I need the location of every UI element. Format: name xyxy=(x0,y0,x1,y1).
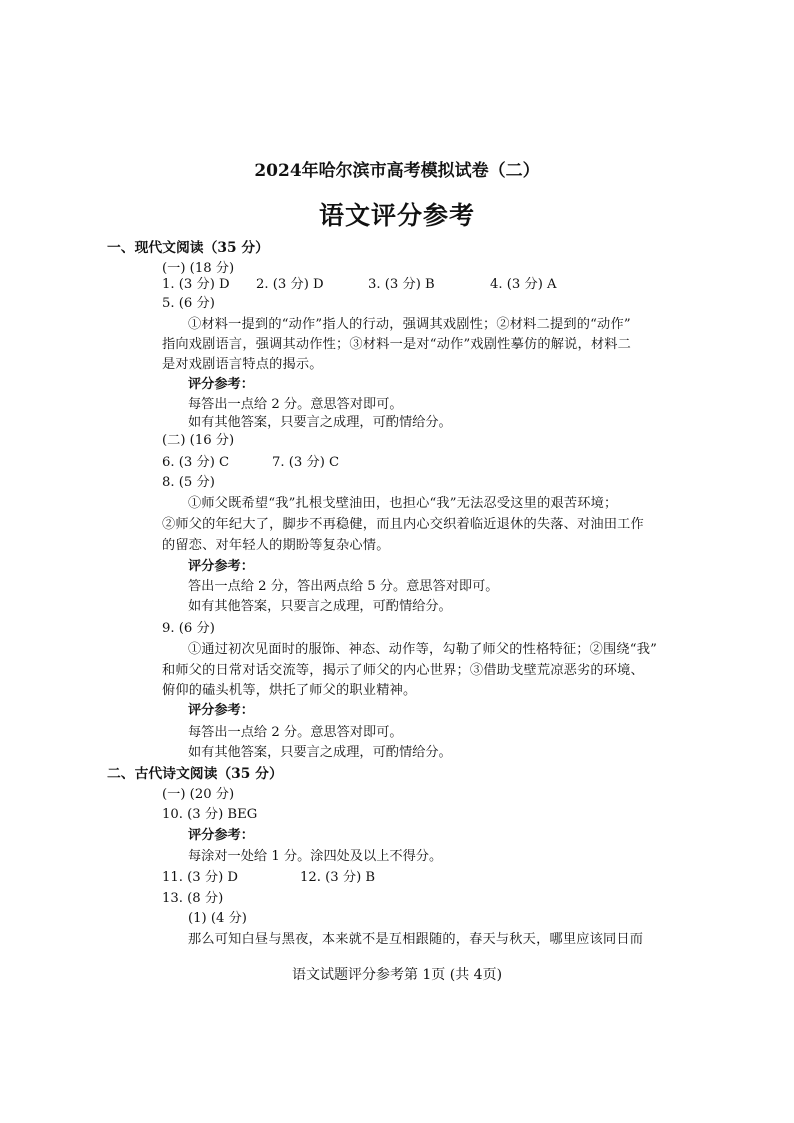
answer-q6: 6. (3 分) C xyxy=(162,455,230,470)
answer-q7: 7. (3 分) C xyxy=(272,455,340,470)
section-heading-classical-reading: 二、古代诗文阅读（35 分） xyxy=(107,766,283,782)
scoring-rule: 如有其他答案，只要言之成理，可酌情给分。 xyxy=(188,599,452,614)
question-9-heading: 9. (6 分) xyxy=(162,621,215,636)
answer-q8-line: ②师父的年纪大了，脚步不再稳健，而且内心交织着临近退休的失落、对油田工作 xyxy=(162,517,644,532)
answer-row xyxy=(162,454,339,472)
scoring-rule: 如有其他答案，只要言之成理，可酌情给分。 xyxy=(188,415,452,430)
answer-q11: 11. (3 分) D xyxy=(162,870,238,885)
subsection-heading: (一) (18 分) xyxy=(162,261,235,276)
exam-title: 2024年哈尔滨市高考模拟试卷（二） xyxy=(254,161,540,181)
scoring-rule: 答出一点给 2 分，答出两点给 5 分。意思答对即可。 xyxy=(188,579,499,594)
answer-q9-line: 和师父的日常对话交流等，揭示了师父的内心世界；③借助戈壁荒凉恶劣的环境、 xyxy=(162,663,644,678)
scoring-rule: 每涂对一处给 1 分。涂四处及以上不得分。 xyxy=(188,849,443,864)
answer-q5-line: ①材料一提到的“动作”指人的行动，强调其戏剧性；②材料二提到的“动作” xyxy=(188,317,631,332)
scoring-rule: 每答出一点给 2 分。意思答对即可。 xyxy=(188,397,403,412)
answer-q9-line: ①通过初次见面时的服饰、神态、动作等，勾勒了师父的性格特征；②围绕“我” xyxy=(188,642,658,657)
answer-q1: 1. (3 分) D xyxy=(162,277,230,292)
answer-q10: 10. (3 分) BEG xyxy=(162,807,258,822)
answer-q5-line: 指向戏剧语言，强调其动作性；③材料一是对“动作”戏剧性摹仿的解说，材料二 xyxy=(162,337,632,352)
question-5-heading: 5. (6 分) xyxy=(162,296,215,311)
scoring-reference-label: 评分参考： xyxy=(188,828,254,843)
question-8-heading: 8. (5 分) xyxy=(162,475,215,490)
subsection-heading: (二) (16 分) xyxy=(162,433,235,448)
scoring-reference-label: 评分参考： xyxy=(188,559,254,574)
answer-q3: 3. (3 分) B xyxy=(368,277,435,292)
answer-q8-line: ①师父既希望“我”扎根戈壁油田，也担心“我”无法忍受这里的艰苦环境； xyxy=(188,496,618,511)
question-13-part-1: (1) (4 分) xyxy=(188,911,247,926)
answer-q2: 2. (3 分) D xyxy=(256,277,324,292)
answer-q12: 12. (3 分) B xyxy=(300,870,376,885)
scoring-rule: 每答出一点给 2 分。意思答对即可。 xyxy=(188,725,403,740)
answer-row xyxy=(162,869,375,887)
answer-q9-line: 俯仰的磕头机等，烘托了师父的职业精神。 xyxy=(162,683,417,698)
scoring-reference-label: 评分参考： xyxy=(188,377,254,392)
subsection-heading: (一) (20 分) xyxy=(162,787,235,802)
page-footer: 语文试题评分参考第 1页 (共 4页) xyxy=(291,967,503,983)
scoring-rule: 如有其他答案，只要言之成理，可酌情给分。 xyxy=(188,745,452,760)
answer-q13-line: 那么可知白昼与黑夜，本来就不是互相跟随的，春天与秋天，哪里应该同日而 xyxy=(188,932,644,947)
answer-q4: 4. (3 分) A xyxy=(490,277,557,292)
question-13-heading: 13. (8 分) xyxy=(162,891,224,906)
page-title: 语文评分参考 xyxy=(318,201,475,230)
scoring-reference-label: 评分参考： xyxy=(188,703,254,718)
section-heading-modern-reading: 一、现代文阅读（35 分） xyxy=(107,240,269,256)
answer-q8-line: 的留恋、对年轻人的期盼等复杂心情。 xyxy=(162,538,390,553)
answer-q5-line: 是对戏剧语言特点的揭示。 xyxy=(162,357,323,372)
answer-row xyxy=(162,276,557,294)
